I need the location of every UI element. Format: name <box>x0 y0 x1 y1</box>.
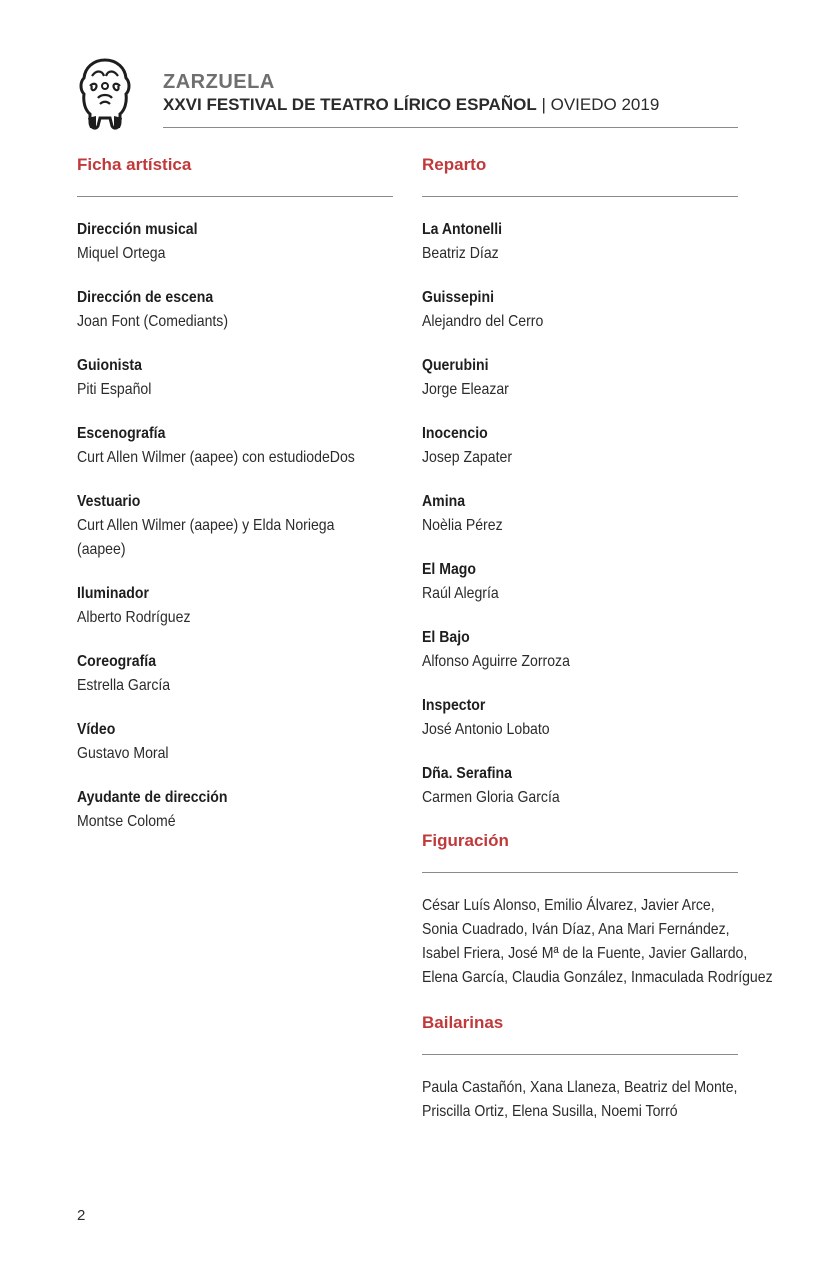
cast-entry <box>422 286 738 334</box>
credit-name: Estrella García <box>77 677 171 694</box>
brand-block <box>163 71 659 116</box>
credit-role: Dirección musical <box>77 221 198 238</box>
cast-name: Beatriz Díaz <box>422 245 499 262</box>
credit-role: Vestuario <box>77 493 141 510</box>
credit-name: Montse Colomé <box>77 813 176 830</box>
brand-name: ZARZUELA <box>163 71 275 93</box>
bailarinas-line: Priscilla Ortiz, Elena Susilla, Noemi Torró <box>422 1103 678 1120</box>
credit-role: Coreografía <box>77 653 157 670</box>
credit-entry <box>77 490 393 562</box>
figuracion-line: Sonia Cuadrado, Iván Díaz, Ana Mari Fernández, <box>422 921 730 938</box>
cast-name: Alejandro del Cerro <box>422 313 544 330</box>
cast-name: Raúl Alegría <box>422 585 499 602</box>
festival-name: XXVI FESTIVAL DE TEATRO LÍRICO ESPAÑOL <box>163 95 537 114</box>
page-number: 2 <box>77 1207 86 1224</box>
credit-name: Miquel Ortega <box>77 245 166 262</box>
cast-name: José Antonio Lobato <box>422 721 550 738</box>
cast-role: La Antonelli <box>422 221 503 238</box>
credit-role: Ayudante de dirección <box>77 789 228 806</box>
credit-entry <box>77 718 393 766</box>
cast-role: Guissepini <box>422 289 494 306</box>
credit-entry <box>77 650 393 698</box>
figuracion-divider <box>422 872 738 873</box>
credit-entry <box>77 422 393 470</box>
cast-entry <box>422 694 738 742</box>
cast-entry <box>422 558 738 606</box>
figuracion-text <box>422 894 809 990</box>
credit-name: Curt Allen Wilmer (aapee) con estudiodeDos <box>77 449 355 466</box>
cast-entry <box>422 218 738 266</box>
edition: OVIEDO 2019 <box>550 95 660 114</box>
credit-entry <box>77 354 393 402</box>
ficha-title: Ficha artística <box>77 155 192 174</box>
cast-role: El Mago <box>422 561 476 578</box>
credit-role: Guionista <box>77 357 142 374</box>
figuracion-title: Figuración <box>422 831 509 850</box>
credit-name-line1: Curt Allen Wilmer (aapee) y Elda Noriega <box>77 517 335 534</box>
cast-name: Carmen Gloria García <box>422 789 560 806</box>
cast-entry <box>422 354 738 402</box>
figuracion-line: Elena García, Claudia González, Inmaculada Rodríguez <box>422 969 773 986</box>
cast-name: Alfonso Aguirre Zorroza <box>422 653 570 670</box>
credit-name: Alberto Rodríguez <box>77 609 191 626</box>
ficha-divider <box>77 196 393 197</box>
credit-role: Vídeo <box>77 721 116 738</box>
credit-entry <box>77 286 393 334</box>
reparto-column <box>422 154 773 1146</box>
festival-line <box>163 94 659 116</box>
cast-role: Inspector <box>422 697 486 714</box>
credit-name: Gustavo Moral <box>77 745 169 762</box>
theatre-mask-logo-icon <box>76 56 134 132</box>
cast-entry <box>422 490 738 538</box>
cast-role: Dña. Serafina <box>422 765 512 782</box>
reparto-divider <box>422 196 738 197</box>
cast-entry <box>422 626 738 674</box>
figuracion-line: Isabel Friera, José Mª de la Fuente, Javier Gallardo, <box>422 945 748 962</box>
ficha-artistica-column <box>77 154 393 854</box>
header-divider <box>163 127 738 128</box>
credit-name: Joan Font (Comediants) <box>77 313 229 330</box>
bailarinas-line: Paula Castañón, Xana Llaneza, Beatriz del Monte, <box>422 1079 738 1096</box>
credit-role: Dirección de escena <box>77 289 214 306</box>
bailarinas-block <box>422 1076 738 1124</box>
credit-name-line2: (aapee) <box>77 541 126 558</box>
credit-name: Piti Español <box>77 381 152 398</box>
credit-entry <box>77 786 393 834</box>
bailarinas-divider <box>422 1054 738 1055</box>
credit-entry <box>77 582 393 630</box>
credit-role: Escenografía <box>77 425 166 442</box>
credit-entry <box>77 218 393 266</box>
cast-name: Jorge Eleazar <box>422 381 509 398</box>
cast-name: Josep Zapater <box>422 449 513 466</box>
cast-role: El Bajo <box>422 629 470 646</box>
cast-entry <box>422 762 738 810</box>
cast-role: Inocencio <box>422 425 488 442</box>
reparto-title: Reparto <box>422 155 487 174</box>
figuracion-line: César Luís Alonso, Emilio Álvarez, Javier Arce, <box>422 897 715 914</box>
separator: | <box>541 95 546 114</box>
cast-name: Noèlia Pérez <box>422 517 503 534</box>
credit-role: Iluminador <box>77 585 149 602</box>
cast-role: Querubini <box>422 357 489 374</box>
bailarinas-title: Bailarinas <box>422 1013 504 1032</box>
page-header <box>76 56 738 136</box>
figuracion-block <box>422 894 773 990</box>
cast-role: Amina <box>422 493 466 510</box>
cast-entry <box>422 422 738 470</box>
bailarinas-text <box>422 1076 809 1124</box>
